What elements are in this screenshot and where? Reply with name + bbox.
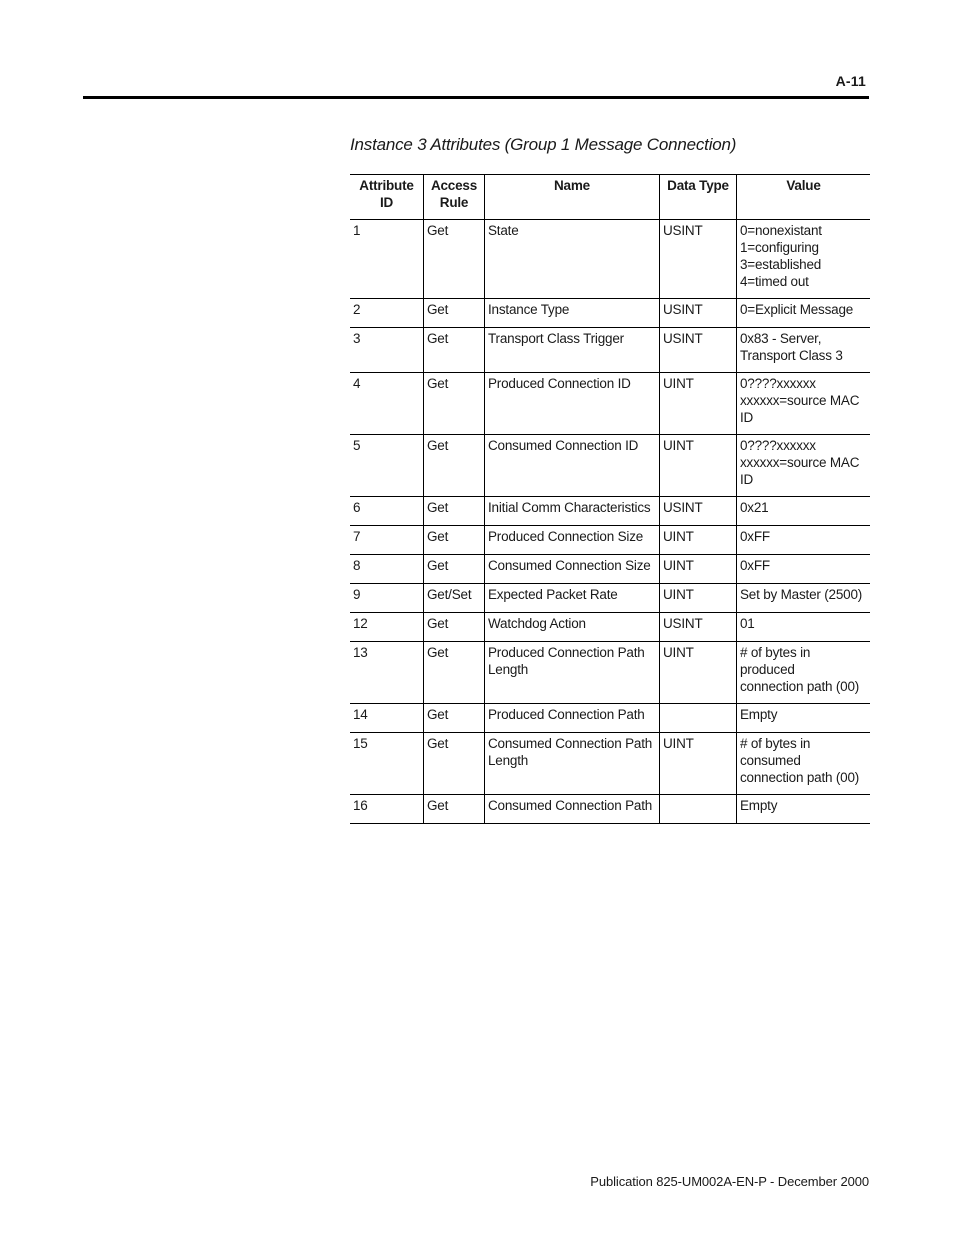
table-row (350, 435, 870, 497)
cell-name: State (485, 220, 660, 299)
cell-attribute-id: 4 (350, 373, 424, 435)
cell-data-type: UINT (660, 584, 737, 613)
table-row (350, 220, 870, 299)
cell-data-type: UINT (660, 526, 737, 555)
cell-data-type: UINT (660, 733, 737, 795)
cell-name: Produced Connection ID (485, 373, 660, 435)
cell-name: Consumed Connection Path (485, 795, 660, 824)
table-row (350, 704, 870, 733)
cell-data-type: USINT (660, 299, 737, 328)
table-row (350, 497, 870, 526)
cell-access-rule: Get (424, 526, 485, 555)
table-row (350, 555, 870, 584)
cell-access-rule: Get (424, 220, 485, 299)
cell-access-rule: Get (424, 299, 485, 328)
cell-name: Transport Class Trigger (485, 328, 660, 373)
cell-attribute-id: 5 (350, 435, 424, 497)
table-caption: Instance 3 Attributes (Group 1 Message Connection) (350, 135, 737, 154)
cell-access-rule: Get (424, 795, 485, 824)
cell-value: # of bytes in consumed connection path (00) (737, 733, 871, 795)
publication-footer: Publication 825-UM002A-EN-P - December 2000 (590, 1174, 869, 1189)
cell-value: 01 (737, 613, 871, 642)
cell-name: Produced Connection Path Length (485, 642, 660, 704)
cell-access-rule: Get (424, 373, 485, 435)
table-row (350, 795, 870, 824)
cell-access-rule: Get (424, 704, 485, 733)
cell-name: Consumed Connection Size (485, 555, 660, 584)
page-number: A-11 (835, 73, 866, 89)
cell-attribute-id: 14 (350, 704, 424, 733)
cell-value: 0xFF (737, 526, 871, 555)
cell-value: 0????xxxxxx xxxxxx=source MAC ID (737, 373, 871, 435)
cell-data-type: USINT (660, 497, 737, 526)
cell-access-rule: Get/Set (424, 584, 485, 613)
cell-name: Expected Packet Rate (485, 584, 660, 613)
table-row (350, 299, 870, 328)
cell-access-rule: Get (424, 497, 485, 526)
cell-attribute-id: 2 (350, 299, 424, 328)
cell-data-type: UINT (660, 555, 737, 584)
column-header-value: Value (737, 175, 871, 220)
cell-name: Consumed Connection ID (485, 435, 660, 497)
cell-attribute-id: 6 (350, 497, 424, 526)
cell-data-type (660, 795, 737, 824)
cell-attribute-id: 7 (350, 526, 424, 555)
cell-value: # of bytes in produced connection path (00) (737, 642, 871, 704)
cell-value: 0????xxxxxx xxxxxx=source MAC ID (737, 435, 871, 497)
table-row (350, 584, 870, 613)
attributes-table (350, 174, 870, 824)
cell-attribute-id: 15 (350, 733, 424, 795)
cell-access-rule: Get (424, 642, 485, 704)
cell-attribute-id: 3 (350, 328, 424, 373)
table-row (350, 373, 870, 435)
cell-value: 0x83 - Server, Transport Class 3 (737, 328, 871, 373)
cell-data-type: USINT (660, 328, 737, 373)
table-row (350, 733, 870, 795)
table-row (350, 526, 870, 555)
header-rule (83, 96, 869, 99)
cell-name: Consumed Connection Path Length (485, 733, 660, 795)
cell-value: Set by Master (2500) (737, 584, 871, 613)
cell-data-type: USINT (660, 220, 737, 299)
cell-data-type: USINT (660, 613, 737, 642)
cell-attribute-id: 12 (350, 613, 424, 642)
table-row (350, 613, 870, 642)
cell-value: Empty (737, 704, 871, 733)
cell-value: 0x21 (737, 497, 871, 526)
cell-name: Watchdog Action (485, 613, 660, 642)
column-header-access-rule: Access Rule (424, 175, 485, 220)
cell-access-rule: Get (424, 733, 485, 795)
cell-name: Instance Type (485, 299, 660, 328)
cell-access-rule: Get (424, 435, 485, 497)
cell-attribute-id: 16 (350, 795, 424, 824)
cell-attribute-id: 8 (350, 555, 424, 584)
column-header-name: Name (485, 175, 660, 220)
cell-access-rule: Get (424, 613, 485, 642)
table-row (350, 642, 870, 704)
cell-value: Empty (737, 795, 871, 824)
cell-access-rule: Get (424, 328, 485, 373)
cell-value: 0xFF (737, 555, 871, 584)
cell-data-type: UINT (660, 642, 737, 704)
table-row (350, 328, 870, 373)
cell-name: Produced Connection Size (485, 526, 660, 555)
cell-value: 0=Explicit Message (737, 299, 871, 328)
cell-access-rule: Get (424, 555, 485, 584)
cell-data-type (660, 704, 737, 733)
cell-name: Produced Connection Path (485, 704, 660, 733)
cell-data-type: UINT (660, 435, 737, 497)
cell-value: 0=nonexistant 1=configuring 3=established 4=timed out (737, 220, 871, 299)
cell-attribute-id: 13 (350, 642, 424, 704)
cell-data-type: UINT (660, 373, 737, 435)
table-header-row (350, 175, 870, 220)
cell-name: Initial Comm Characteristics (485, 497, 660, 526)
cell-attribute-id: 9 (350, 584, 424, 613)
column-header-attribute-id: Attribute ID (350, 175, 424, 220)
column-header-data-type: Data Type (660, 175, 737, 220)
cell-attribute-id: 1 (350, 220, 424, 299)
